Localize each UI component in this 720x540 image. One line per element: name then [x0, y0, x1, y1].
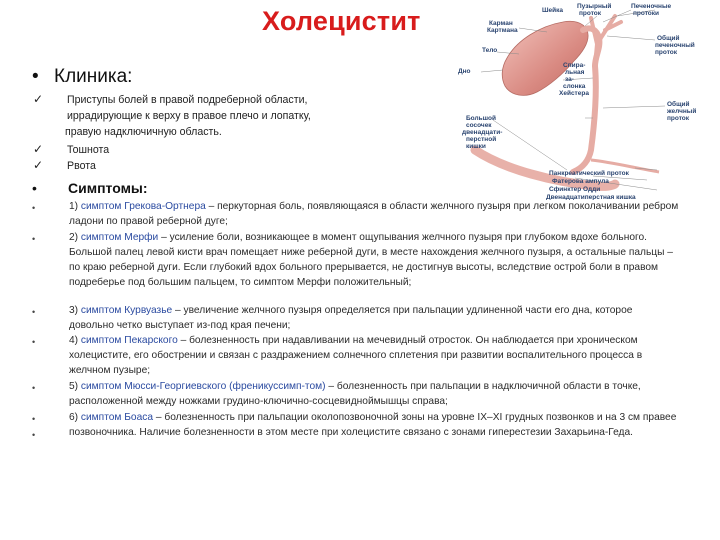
svg-text:Общийжелчныйпроток: Общий желчный проток	[667, 101, 697, 122]
bullet-icon: •	[32, 180, 37, 196]
symptom-item: 1) симптом Грекова-Ортнера – перкуторная боль, появляющаяся в области желчного пузыря при легком поколачивании ребром ладони по правой реберной дуге;	[69, 201, 679, 228]
page-title: Холецистит	[262, 6, 421, 36]
svg-text:Шейка: Шейка	[542, 7, 564, 14]
svg-text:КарманКартмана: Карман Картмана	[487, 20, 518, 34]
bullet-icon: •	[32, 66, 39, 87]
clinic-item: Тошнота	[67, 144, 110, 156]
symptoms-heading: • Симптомы:	[32, 180, 148, 196]
svg-text:Фатерова ампула: Фатерова ампула	[552, 178, 609, 185]
bullet-icon: •	[32, 337, 36, 347]
svg-text:Двенадцатиперстная кишка: Двенадцатиперстная кишка	[546, 194, 636, 200]
svg-text:Дно: Дно	[458, 68, 471, 75]
clinic-item: Приступы болей в правой подреберной области, иррадирующие к верху в правое плечо и лопатку, правую надключичную область.	[65, 94, 311, 138]
check-icon: ✓	[33, 142, 44, 156]
svg-text:Тело: Тело	[482, 47, 498, 54]
bullet-icon: •	[32, 430, 36, 440]
svg-text:Спира-льнаяза-слонкаХейстера: Спира-льная за-слонка Хейстера	[559, 62, 589, 97]
symptom-item: 2) симптом Мерфи – усиление боли, возникающее в момент ощупывания желчного пузыря при глубоком вдохе больного. Большой палец левой кисти врач помещает ниже реберной дуги, в месте нахождения желчного пузыря, а остальные пальцы – по краю реберной дуги. Если глубокий вдох больного прерывается, не достигнув высоты, вследствие острой боли в правом подреберье под большим пальцем, то симптом Мерфи положительный;	[69, 232, 673, 289]
symptom-item: 6) симптом Боаса – болезненность при пальпации околопозвоночной зоны на уровне IX–XI грудных позвонков и на 3 см правее позвоночника. Наличие болезненности в этом месте при холецистите связано с зонами гиперестезии Захарьина-Геда.	[69, 412, 677, 439]
clinic-item: Рвота	[67, 160, 96, 172]
svg-text:Печеночныепротоки: Печеночные протоки	[631, 3, 672, 17]
svg-text:Общийпеченочныйпроток: Общий печеночный проток	[655, 35, 695, 56]
bullet-icon: •	[32, 383, 36, 393]
svg-text:Панкреатический проток: Панкреатический проток	[549, 170, 629, 177]
bullet-icon: •	[32, 307, 36, 317]
bullet-icon: •	[32, 234, 36, 244]
bullet-icon: •	[32, 414, 36, 424]
gallbladder-diagram	[445, 0, 720, 200]
common-bile-duct	[573, 66, 596, 172]
hepatic-ducts	[591, 16, 621, 66]
clinic-heading: • Клиника:	[32, 66, 133, 87]
check-icon: ✓	[33, 158, 44, 172]
check-icon: ✓	[33, 92, 44, 106]
symptom-item: 4) симптом Пекарского – болезненность при надавливании на мечевидный отросток. Он наблюдается при хроническом холецистите, его обострении и связан с раздражением солнечного сплетения при развитии воспалительного процесса в желчном пузыре;	[69, 335, 643, 377]
symptom-item: 3) симптом Курвуазье – увеличение желчного пузыря определяется при пальпации удлиненной части его дна, которое довольно четко выступает из-под края печени;	[69, 305, 633, 332]
svg-text:Большойсосочекдвенадцати-перст: Большой сосочек двенадцати-перстной кишки	[462, 115, 503, 150]
svg-text:Пузырныйпроток: Пузырный проток	[577, 3, 612, 17]
svg-text:Сфинктер Одди: Сфинктер Одди	[549, 186, 601, 193]
bullet-icon: •	[32, 203, 36, 213]
symptom-item: 5) симптом Мюсси-Георгиевского (френикуссимп-том) – болезненность при пальпации в надключичной области в точке, расположенной между ножками грудино-ключично-сосцевидноймышцы справа;	[69, 381, 641, 408]
